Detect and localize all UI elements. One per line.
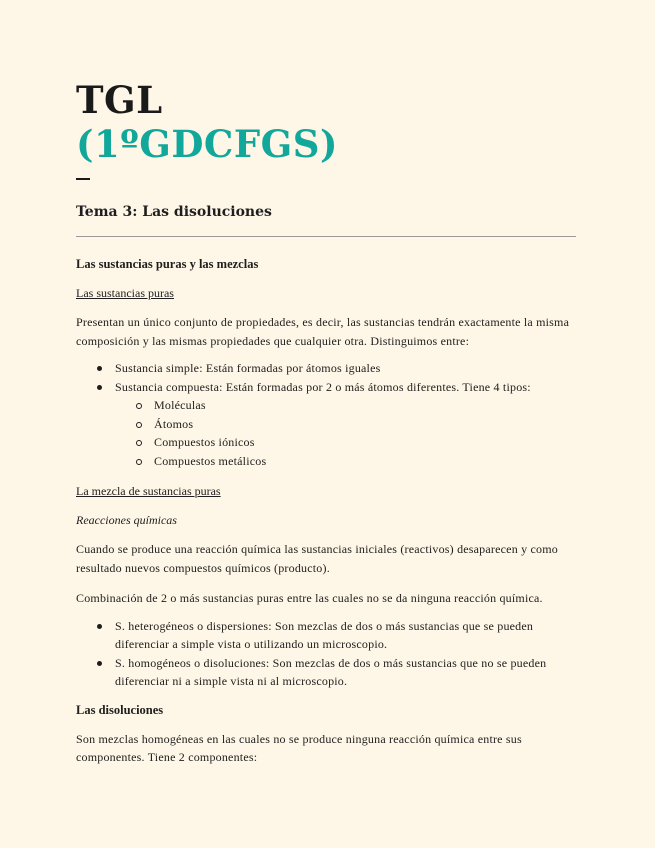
document-page (76, 78, 576, 767)
bullet-dot (97, 385, 102, 390)
title-dash (76, 178, 90, 180)
bullet-list-tipos (76, 359, 576, 470)
list-item-text: Compuestos metálicos (154, 453, 267, 468)
section-heading-sustancias: Las sustancias puras y las mezclas (76, 257, 259, 271)
list-item (76, 617, 576, 654)
sub-list-item (76, 452, 576, 471)
horizontal-rule (76, 236, 576, 237)
subheading-sustancias-puras: Las sustancias puras (76, 286, 174, 300)
bullet-dot (97, 624, 102, 629)
paragraph-reaccion: Cuando se produce una reacción química las sustancias iniciales (reactivos) desaparecen y como resultado nuevos compuestos químicos (producto). (76, 542, 558, 575)
list-item-text: Átomos (154, 416, 194, 431)
subheading-mezcla: La mezcla de sustancias puras (76, 484, 221, 498)
list-item (76, 378, 576, 397)
paragraph-combinacion: Combinación de 2 o más sustancias puras entre las cuales no se da ninguna reacción química. (76, 591, 543, 605)
document-title: TGL (76, 78, 163, 122)
section-heading-disoluciones: Las disoluciones (76, 702, 164, 717)
paragraph-sustancias-puras: Presentan un único conjunto de propiedades, es decir, las sustancias tendrán exactamente la misma composición y las mismas propiedades que cualquier otra. Distinguimos entre: (76, 315, 570, 348)
document-subtitle: (1ºGDCFGS) (76, 122, 338, 166)
list-item (76, 654, 576, 691)
bullet-ring (136, 422, 142, 428)
list-item-text: Sustancia simple: Están formadas por átomos iguales (115, 361, 381, 375)
sub-list-item (76, 433, 576, 452)
bullet-ring (136, 403, 142, 409)
bullet-ring (136, 440, 142, 446)
list-item-text: S. homogéneos o disoluciones: Son mezclas de dos o más sustancias que no se pueden diferenciar ni a simple vista ni al microscopio. (115, 655, 547, 688)
paragraph-disoluciones: Son mezclas homogéneas en las cuales no se produce ninguna reacción química entre sus componentes. Tiene 2 componentes: (76, 731, 522, 764)
list-item-text: Sustancia compuesta: Están formadas por 2 o más átomos diferentes. Tiene 4 tipos: (115, 379, 531, 394)
list-item-text: Compuestos iónicos (154, 435, 255, 449)
bullet-list-mezclas (76, 617, 576, 691)
list-item (76, 359, 576, 378)
italic-heading-reacciones: Reacciones químicas (76, 513, 177, 527)
list-item-text: S. heterogéneos o dispersiones: Son mezclas de dos o más sustancias que se pueden diferenciar a simple vista o utilizando un microscopio. (115, 618, 534, 651)
bullet-dot (97, 366, 102, 371)
list-item-text: Moléculas (154, 398, 206, 412)
bullet-ring (136, 459, 142, 465)
bullet-dot (97, 661, 102, 666)
sub-list-item (76, 396, 576, 415)
sub-list-item (76, 415, 576, 434)
tema-heading: Tema 3: Las disoluciones (76, 204, 272, 220)
